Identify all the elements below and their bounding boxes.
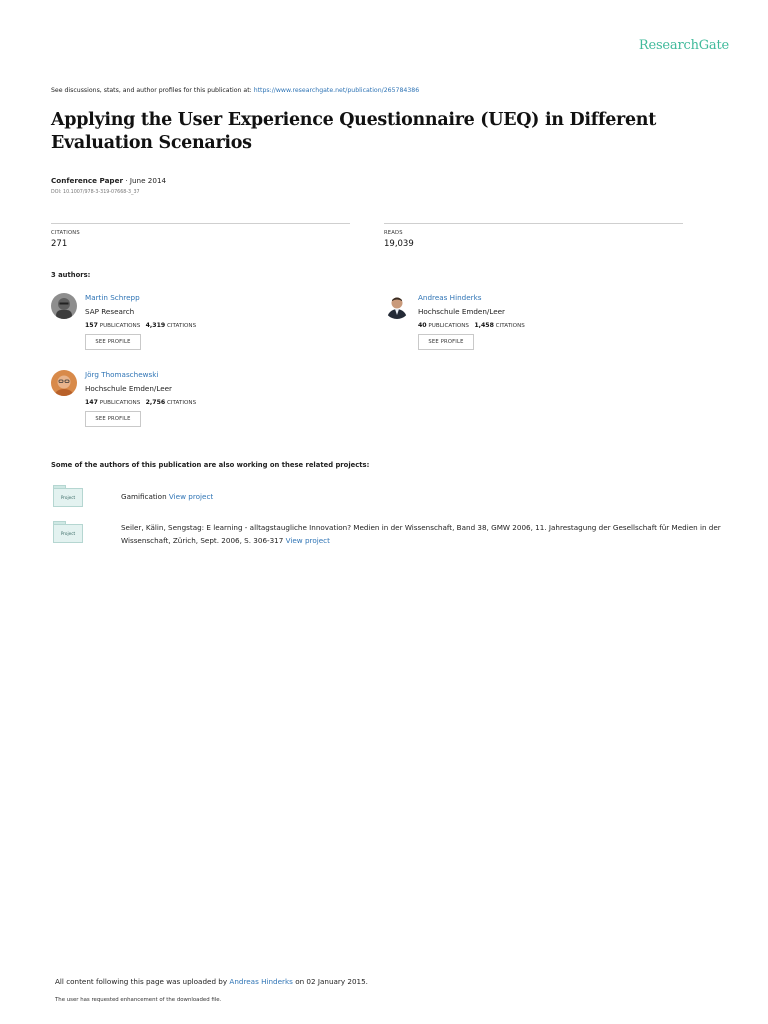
publication-meta xyxy=(51,176,166,185)
see-profile-button[interactable]: SEE PROFILE xyxy=(418,334,474,350)
project-icon-label: Project xyxy=(53,488,83,507)
author-citations-label: CITATIONS xyxy=(165,400,197,406)
publications-count: 147 xyxy=(85,399,98,406)
avatar[interactable] xyxy=(51,293,77,319)
view-project-link[interactable]: View project xyxy=(168,492,214,501)
doi-text: DOI: 10.1007/978-3-319-07668-3_37 xyxy=(51,190,140,195)
avatar[interactable] xyxy=(384,293,410,319)
author-stats xyxy=(85,322,196,329)
upload-notice xyxy=(55,977,368,986)
project-title: Seiler, Kälin, Sengstag: E learning - alltagstaugliche Innovation? Medien in der Wissenschaft, Band 38, GMW 2006, 11. Jahrestagung der Gesellschaft für Medien in der Wissenschaft, Zürich, Sept. 2006, S. 306-317 xyxy=(121,523,721,545)
discussion-text: See discussions, stats, and author profiles for this publication at: xyxy=(51,87,254,94)
uploader-link[interactable]: Andreas Hinderks xyxy=(229,977,293,986)
publication-date: June 2014 xyxy=(129,176,167,185)
citations-count: 2,756 xyxy=(145,399,166,406)
upload-prefix: All content following this page was uploaded by xyxy=(55,977,230,986)
author-name-link[interactable]: Jörg Thomaschewski xyxy=(85,370,159,379)
author-stats xyxy=(85,399,196,406)
author-name-link[interactable]: Martin Schrepp xyxy=(85,293,140,302)
researchgate-logo[interactable]: ResearchGate xyxy=(638,38,729,53)
citations-count: 1,458 xyxy=(474,322,494,329)
author-citations-label: CITATIONS xyxy=(165,323,197,329)
project-description xyxy=(121,490,213,503)
publications-label: PUBLICATIONS xyxy=(97,323,141,329)
project-folder-icon[interactable] xyxy=(53,521,83,543)
publication-type: Conference Paper xyxy=(51,176,123,185)
author-card xyxy=(384,293,664,365)
author-institution: SAP Research xyxy=(85,307,135,316)
reads-stat xyxy=(384,223,683,249)
page-title: Applying the User Experience Questionnaire (UEQ) in Different Evaluation Scenarios xyxy=(51,110,656,153)
see-profile-button[interactable]: SEE PROFILE xyxy=(85,334,141,350)
project-icon-label: Project xyxy=(53,524,83,543)
related-projects-heading: Some of the authors of this publication are also working on these related projects: xyxy=(51,461,370,469)
publications-count: 40 xyxy=(418,322,427,329)
authors-heading: 3 authors: xyxy=(51,271,91,279)
author-institution: Hochschule Emden/Leer xyxy=(85,384,173,393)
upload-suffix: on 02 January 2015. xyxy=(292,977,368,986)
see-profile-button[interactable]: SEE PROFILE xyxy=(85,411,141,427)
publications-count: 157 xyxy=(85,322,98,329)
author-stats xyxy=(418,322,525,329)
author-citations-label: CITATIONS xyxy=(493,323,525,329)
view-project-link[interactable]: View project xyxy=(285,536,330,545)
author-card xyxy=(51,370,331,442)
publications-label: PUBLICATIONS xyxy=(426,323,469,329)
citations-label: CITATIONS xyxy=(51,230,80,236)
avatar[interactable] xyxy=(51,370,77,396)
citations-count: 4,319 xyxy=(145,322,166,329)
reads-value: 19,039 xyxy=(384,239,414,249)
meta-separator: · xyxy=(123,176,130,185)
enhancement-note: The user has requested enhancement of the downloaded file. xyxy=(55,997,222,1003)
project-description xyxy=(121,521,721,547)
citations-value: 271 xyxy=(51,239,68,249)
project-item xyxy=(51,521,721,547)
citations-stat xyxy=(51,223,350,249)
project-item xyxy=(51,485,721,509)
author-institution: Hochschule Emden/Leer xyxy=(418,307,506,316)
project-title: Gamification xyxy=(121,492,169,501)
author-card xyxy=(51,293,331,365)
author-name-link[interactable]: Andreas Hinderks xyxy=(418,293,482,302)
publications-label: PUBLICATIONS xyxy=(97,400,141,406)
discussion-line xyxy=(51,87,419,94)
project-folder-icon[interactable] xyxy=(53,485,83,507)
reads-label: READS xyxy=(384,230,403,236)
publication-url-link[interactable]: https://www.researchgate.net/publication/265784386 xyxy=(253,87,420,94)
